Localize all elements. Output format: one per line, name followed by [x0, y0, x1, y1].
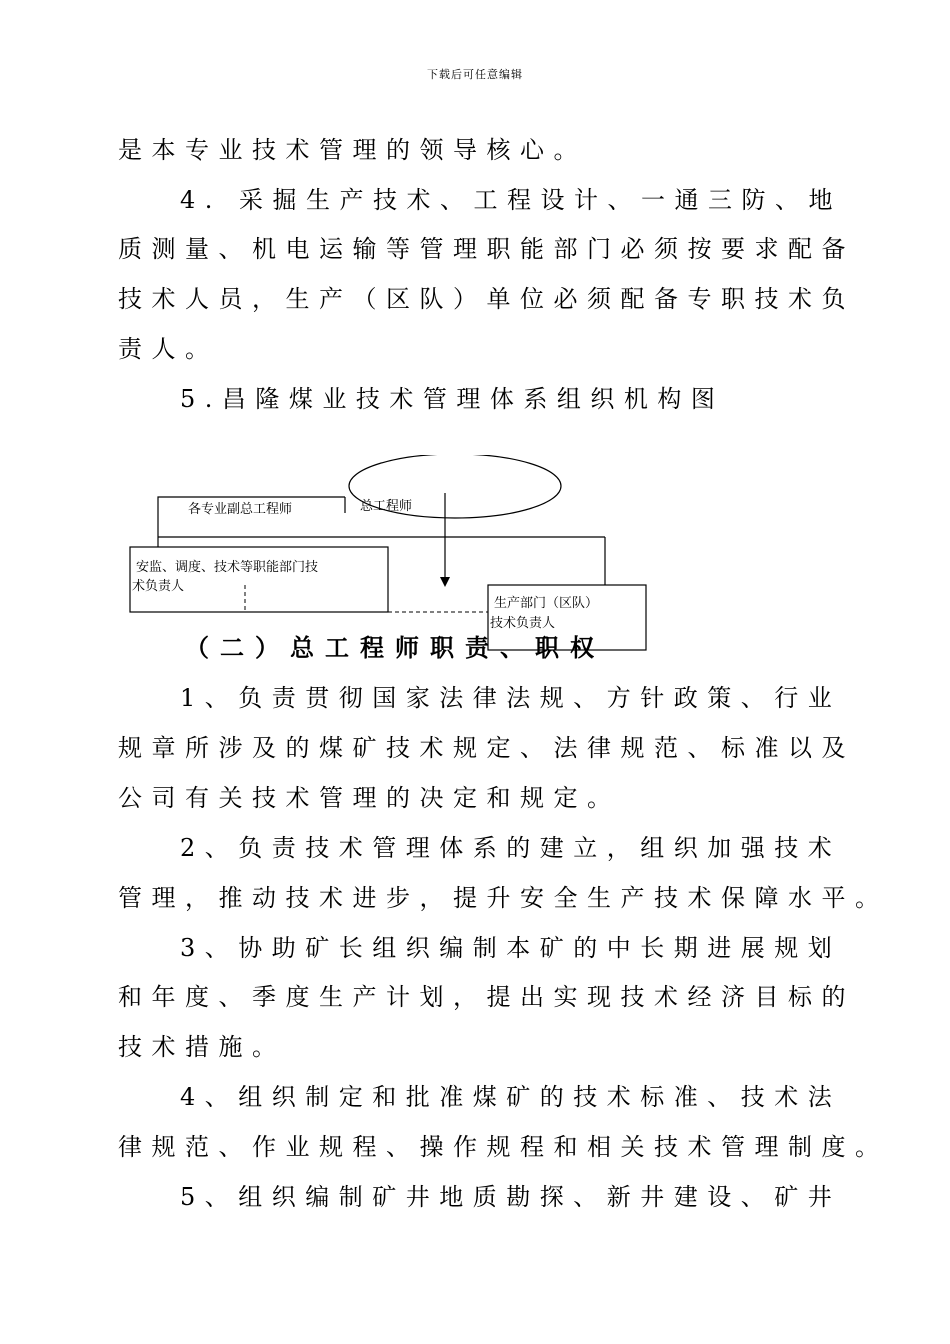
body-line: 1、负责贯彻国家法律法规、方针政策、行业 [180, 684, 842, 712]
body-line: 4、组织制定和批准煤矿的技术标准、技术法 [180, 1083, 842, 1111]
chief-label: 总工程师 [360, 499, 413, 514]
body-line: 和年度、季度生产计划，提出实现技术经济目标的 [118, 983, 855, 1011]
text-line: 4. 采掘生产技术、工程设计、一通三防、地 [180, 186, 843, 214]
deputy-label: 各专业副总工程师 [188, 502, 293, 517]
body-line: 5、组织编制矿井地质勘探、新井建设、矿井 [180, 1183, 842, 1211]
text-line: 是本专业技术管理的领导核心。 [118, 136, 587, 164]
body-line: 技术措施。 [118, 1033, 286, 1061]
functional-label-2: 术负责人 [132, 579, 185, 594]
body-line: 2、负责技术管理体系的建立，组织加强技术 [180, 834, 842, 862]
body-line: 3、协助矿长组织编制本矿的中长期进展规划 [180, 934, 842, 962]
arrow-head [440, 577, 450, 587]
production-label-2: 技术负责人 [490, 616, 556, 631]
text-line: 5.昌隆煤业技术管理体系组织机构图 [180, 385, 725, 413]
org-chart-diagram [120, 455, 660, 655]
page-header: 下载后可任意编辑 [427, 68, 523, 81]
text-line: 技术人员，生产（区队）单位必须配备专职技术负 [118, 285, 855, 313]
functional-label-1: 安监、调度、技术等职能部门技 [136, 560, 319, 575]
text-line: 责人。 [118, 335, 219, 363]
text-line: 质测量、机电运输等管理职能部门必须按要求配备 [118, 235, 855, 263]
body-line: 管理，推动技术进步，提升安全生产技术保障水平。 [118, 884, 889, 912]
production-label-1: 生产部门（区队） [494, 596, 599, 611]
section-title: （二）总工程师职责、职权 [185, 633, 605, 662]
body-line: 律规范、作业规程、操作规程和相关技术管理制度。 [118, 1133, 889, 1161]
body-line: 公司有关技术管理的决定和规定。 [118, 784, 621, 812]
body-line: 规章所涉及的煤矿技术规定、法律规范、标准以及 [118, 734, 855, 762]
